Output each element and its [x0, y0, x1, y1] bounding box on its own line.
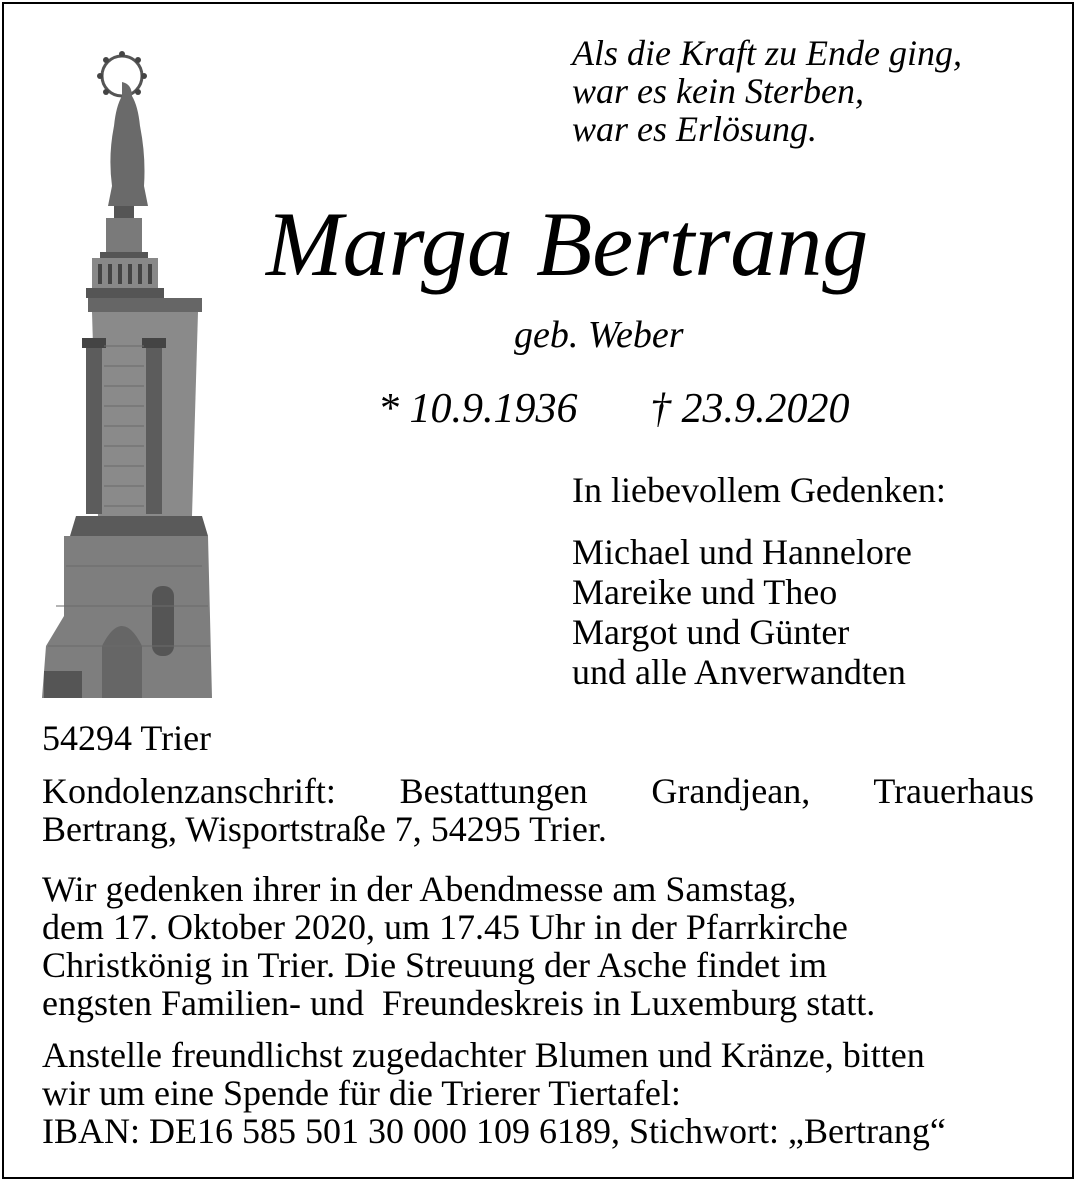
mass-line: dem 17. Oktober 2020, um 17.45 Uhr in der Pfarrkirche	[42, 907, 848, 947]
verse-line: war es Erlösung.	[572, 109, 818, 149]
condolence-line: Kondolenzanschrift: Bestattungen Grandjean, Trauerhaus	[42, 771, 1034, 811]
donation-line: wir um eine Spende für die Trierer Tiertafel:	[42, 1073, 681, 1113]
memorial-intro: In liebevollem Gedenken:	[572, 470, 946, 510]
donation-notice	[42, 1036, 1034, 1150]
verse-line: war es kein Sterben,	[572, 71, 864, 111]
donation-line: Anstelle freundlichst zugedachter Blumen und Kränze, bitten	[42, 1035, 925, 1075]
condolence-line: Bertrang, Wisportstraße 7, 54295 Trier.	[42, 809, 607, 849]
donation-line: IBAN: DE16 585 501 30 000 109 6189, Stichwort: „Bertrang“	[42, 1111, 946, 1151]
verse-line: Als die Kraft zu Ende ging,	[572, 33, 962, 73]
mourner: und alle Anverwandten	[572, 652, 906, 692]
mass-notice	[42, 870, 1034, 1022]
mass-line: engsten Familien- und Freundeskreis in Luxemburg statt.	[42, 983, 876, 1023]
birth-date: * 10.9.1936	[378, 386, 578, 432]
city: 54294 Trier	[42, 718, 212, 758]
condolence-address	[42, 772, 1034, 848]
mourner: Michael und Hannelore	[572, 532, 912, 572]
mourners-list	[572, 532, 912, 692]
death-date: † 23.9.2020	[650, 386, 850, 432]
madonna-tower-icon	[42, 46, 212, 698]
maiden-name: geb. Weber	[514, 314, 684, 356]
mourner: Mareike und Theo	[572, 572, 838, 612]
mass-line: Wir gedenken ihrer in der Abendmesse am Samstag,	[42, 869, 797, 909]
deceased-name: Marga Bertrang	[266, 193, 869, 295]
obituary-card	[2, 2, 1074, 1179]
mourner: Margot und Günter	[572, 612, 850, 652]
verse	[572, 34, 962, 148]
mass-line: Christkönig in Trier. Die Streuung der Asche findet im	[42, 945, 827, 985]
